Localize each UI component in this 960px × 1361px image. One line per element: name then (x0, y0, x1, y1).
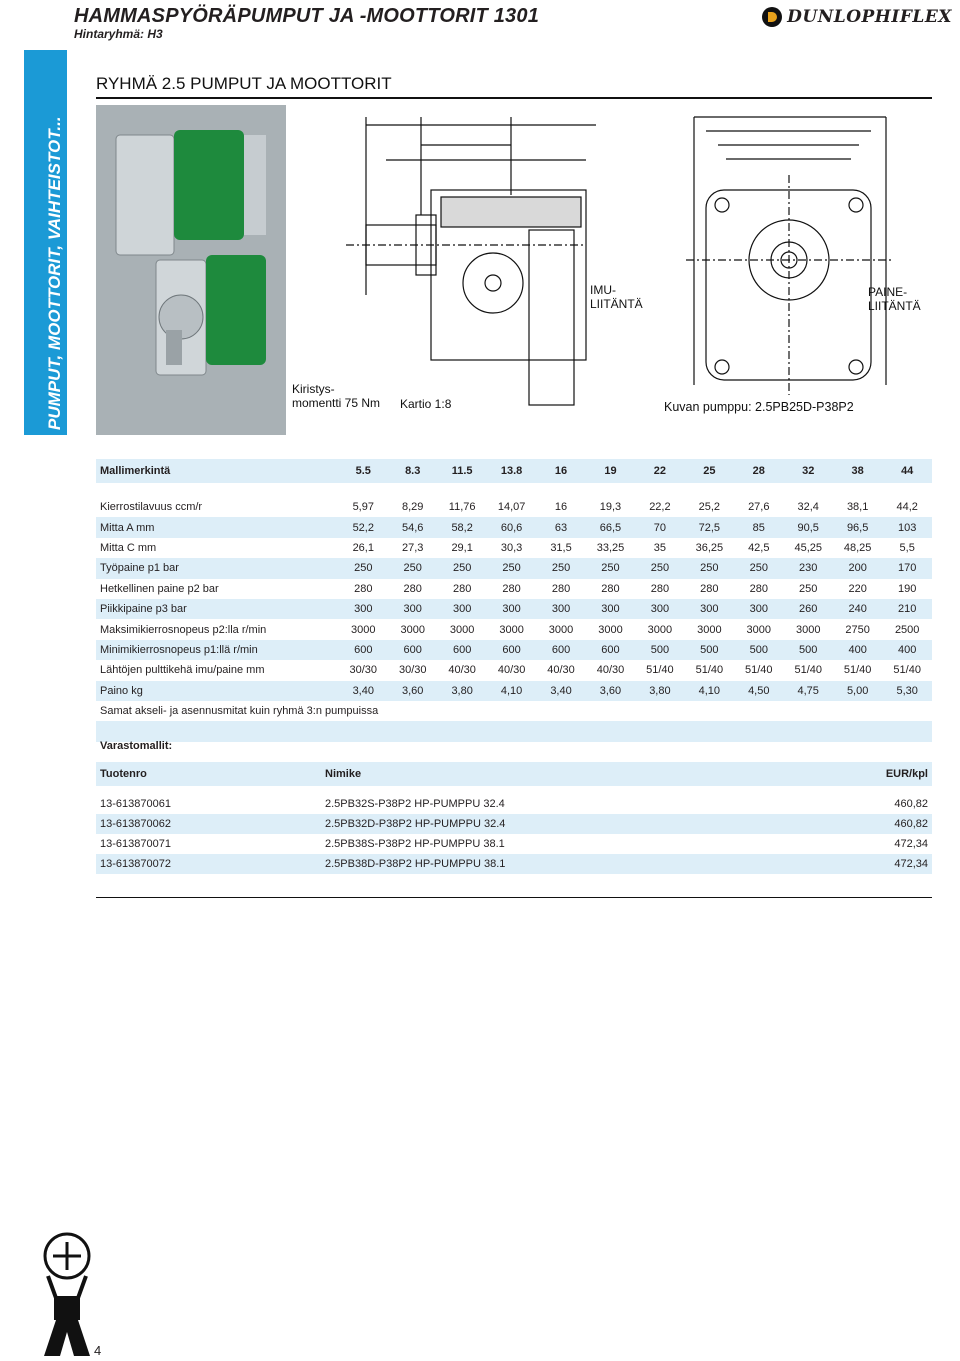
spec-cell: 280 (403, 582, 422, 595)
spec-cell: 45,25 (794, 541, 822, 554)
spec-cell: 3000 (746, 623, 772, 636)
stock-row (96, 794, 932, 814)
spec-row (96, 558, 932, 578)
spec-cell: 3,40 (536, 681, 585, 701)
stock-code: 13-613870061 (100, 798, 171, 810)
col-name: Nimike (321, 762, 803, 786)
outlet-callout: PAINE- LIITÄNTÄ (868, 285, 921, 313)
model-col: 16 (536, 459, 585, 483)
spec-cell: 96,5 (833, 517, 882, 537)
spec-cell: 30/30 (349, 664, 378, 677)
spec-cell: 3000 (400, 623, 425, 636)
stock-table (96, 762, 932, 874)
spec-header-label: Mallimerkintä (96, 459, 339, 483)
weightlifter-icon (38, 1228, 96, 1358)
spec-cell: 300 (734, 599, 783, 619)
spec-cell: 300 (437, 599, 486, 619)
spec-cell: 250 (799, 582, 818, 595)
spec-cell: 600 (536, 640, 585, 660)
spec-cell: 3,80 (437, 681, 486, 701)
stock-price: 472,34 (803, 854, 932, 874)
spec-cell: 300 (487, 599, 536, 619)
spec-cell: 27,3 (402, 541, 424, 554)
spec-cell: 400 (882, 640, 932, 660)
spec-cell: 3000 (499, 623, 524, 636)
taper-callout: Kartio 1:8 (400, 397, 452, 411)
spec-note-row (96, 701, 932, 721)
spacer-row (96, 786, 932, 794)
spec-cell: 600 (339, 640, 388, 660)
spec-cell: 60,6 (487, 517, 536, 537)
stock-header-row (96, 762, 932, 786)
spec-row-label: Mitta A mm (96, 517, 339, 537)
spec-row (96, 640, 932, 660)
pump-photo-art (96, 105, 286, 435)
spec-cell: 300 (388, 599, 437, 619)
spec-cell: 280 (700, 582, 719, 595)
spec-cell: 300 (635, 599, 684, 619)
spec-cell: 40/30 (448, 664, 476, 677)
spec-cell: 500 (685, 640, 734, 660)
spec-cell: 2750 (845, 623, 870, 636)
spec-cell: 33,25 (596, 541, 625, 554)
model-col: 22 (635, 459, 684, 483)
torque-callout: Kiristys- momentti 75 Nm (292, 382, 381, 410)
spec-cell: 31,5 (550, 541, 572, 554)
spec-cell: 4,50 (734, 681, 783, 701)
spec-cell: 250 (388, 558, 437, 578)
stock-row (96, 814, 932, 834)
spec-cell: 230 (784, 558, 833, 578)
spec-cell: 240 (833, 599, 882, 619)
spec-note: Samat akseli- ja asennusmitat kuin ryhmä 3:n pumpuissa (100, 705, 379, 718)
spec-cell: 90,5 (784, 517, 833, 537)
spec-cell: 72,5 (685, 517, 734, 537)
stock-code: 13-613870072 (96, 854, 321, 874)
spec-cell: 4,75 (784, 681, 833, 701)
spec-cell: 260 (784, 599, 833, 619)
spec-cell: 85 (734, 517, 783, 537)
spec-cell: 26,1 (352, 541, 374, 554)
spec-rows (96, 497, 932, 701)
pump-figure (96, 100, 932, 430)
side-tab-label: PUMPUT, MOOTTORIT, VAIHTEISTOT... (45, 116, 64, 430)
spec-row-label: Hetkellinen paine p2 bar (100, 582, 219, 595)
spec-cell: 32,4 (797, 501, 819, 514)
spec-cell: 2500 (894, 623, 920, 636)
spec-cell: 3000 (449, 623, 475, 636)
spec-cell: 250 (685, 558, 734, 578)
spec-row-label: Piikkipaine p3 bar (96, 599, 339, 619)
spec-cell: 3,60 (586, 681, 635, 701)
spec-cell: 5,97 (352, 501, 374, 514)
spacer-row (96, 483, 932, 497)
col-code: Tuotenro (96, 762, 321, 786)
spec-row (96, 619, 932, 639)
stock-price: 460,82 (803, 814, 932, 834)
divider (96, 897, 932, 898)
spec-cell: 300 (685, 599, 734, 619)
spec-cell: 280 (354, 582, 373, 595)
spec-cell: 63 (536, 517, 585, 537)
stock-code: 13-613870062 (96, 814, 321, 834)
spec-row (96, 517, 932, 537)
spec-cell: 600 (586, 640, 635, 660)
spec-cell: 29,1 (451, 541, 473, 554)
model-col: 8.3 (388, 459, 437, 483)
spec-cell: 51/40 (695, 664, 724, 677)
spec-row (96, 497, 932, 517)
spec-cell: 600 (487, 640, 536, 660)
spec-cell: 5,00 (833, 681, 882, 701)
spec-cell: 4,10 (685, 681, 734, 701)
spec-cell: 19,3 (599, 501, 622, 514)
spec-row-label: Työpaine p1 bar (96, 558, 339, 578)
page-title: HAMMASPYÖRÄPUMPUT JA -MOOTTORIT 1301 (74, 5, 540, 27)
model-col: 19 (586, 459, 635, 483)
spec-cell: 3000 (351, 623, 376, 636)
page-number: 4 (94, 1343, 102, 1358)
spec-cell: 3,60 (388, 681, 437, 701)
spec-cell: 280 (749, 582, 768, 595)
spec-cell: 3000 (598, 623, 623, 636)
model-col: 11.5 (437, 459, 486, 483)
spec-cell: 51/40 (843, 664, 872, 677)
stock-row (96, 854, 932, 874)
stock-name: 2.5PB32D-P38P2 HP-PUMPPU 32.4 (321, 814, 803, 834)
spec-row (96, 599, 932, 619)
spec-cell: 103 (882, 517, 932, 537)
spec-cell: 42,5 (748, 541, 770, 554)
spec-cell: 40/30 (547, 664, 575, 677)
spec-cell: 54,6 (388, 517, 437, 537)
brand-logo (761, 6, 952, 28)
spec-row-label: Lähtöjen pulttikehä imu/paine mm (100, 664, 265, 677)
spec-cell: 11,76 (448, 501, 476, 514)
stock-name: 2.5PB38S-P38P2 HP-PUMPPU 38.1 (325, 838, 505, 850)
stock-price: 460,82 (894, 798, 928, 810)
spec-cell: 48,25 (843, 541, 872, 554)
divider (96, 97, 932, 99)
spec-cell: 8,29 (402, 501, 424, 514)
spec-cell: 3,40 (339, 681, 388, 701)
spec-cell: 200 (833, 558, 882, 578)
spec-cell: 4,10 (487, 681, 536, 701)
spec-row (96, 579, 932, 599)
group-title: RYHMÄ 2.5 PUMPUT JA MOOTTORIT (96, 74, 392, 93)
figure-caption: Kuvan pumppu: 2.5PB25D-P38P2 (664, 400, 854, 414)
stock-code: 13-613870071 (100, 838, 171, 850)
model-col: 44 (882, 459, 932, 483)
spec-cell: 250 (734, 558, 783, 578)
spec-cell: 52,2 (339, 517, 388, 537)
spec-cell: 16 (554, 501, 568, 514)
spec-cell: 250 (437, 558, 486, 578)
price-group: Hintaryhmä: H3 (74, 27, 163, 41)
spec-cell: 40/30 (596, 664, 625, 677)
spec-row-label: Mitta C mm (100, 541, 157, 554)
spec-cell: 30/30 (398, 664, 427, 677)
spec-row (96, 660, 932, 680)
spec-cell: 51/40 (794, 664, 822, 677)
spec-cell: 35 (653, 541, 667, 554)
spec-cell: 280 (452, 582, 472, 595)
spec-cell: 250 (586, 558, 635, 578)
spec-cell: 300 (339, 599, 388, 619)
spec-cell: 14,07 (497, 501, 526, 514)
spec-cell: 250 (536, 558, 585, 578)
stock-name: 2.5PB32S-P38P2 HP-PUMPPU 32.4 (325, 798, 505, 810)
stock-row (96, 834, 932, 854)
model-col: 28 (734, 459, 783, 483)
spec-cell: 600 (388, 640, 437, 660)
spec-header-row (96, 459, 932, 483)
spec-cell: 280 (601, 582, 620, 595)
spec-cell: 38,1 (846, 501, 869, 514)
spec-cell: 300 (586, 599, 635, 619)
spec-cell: 280 (502, 582, 521, 595)
blank-row (96, 721, 932, 741)
inlet-callout: IMU- LIITÄNTÄ (590, 283, 643, 311)
spec-cell: 70 (635, 517, 684, 537)
spec-cell: 250 (339, 558, 388, 578)
spec-cell: 170 (882, 558, 932, 578)
model-col: 5.5 (339, 459, 388, 483)
spec-cell: 3000 (697, 623, 722, 636)
spec-cell: 27,6 (748, 501, 770, 514)
spec-cell: 300 (536, 599, 585, 619)
model-col: 32 (784, 459, 833, 483)
spec-cell: 220 (848, 582, 867, 595)
col-price: EUR/kpl (803, 762, 932, 786)
spec-cell: 500 (784, 640, 833, 660)
spec-cell: 22,2 (649, 501, 671, 514)
spec-cell: 25,2 (698, 501, 721, 514)
spec-cell: 51/40 (745, 664, 773, 677)
spec-cell: 51/40 (646, 664, 674, 677)
stock-price: 472,34 (894, 838, 928, 850)
spec-row-label: Kierrostilavuus ccm/r (100, 501, 203, 514)
spec-cell: 210 (882, 599, 932, 619)
spec-cell: 58,2 (437, 517, 486, 537)
spec-cell: 3000 (795, 623, 821, 636)
brand-name: DUNLOPHIFLEX (787, 7, 952, 27)
spec-cell: 280 (551, 582, 571, 595)
spec-table (96, 459, 932, 742)
spec-cell: 500 (734, 640, 783, 660)
model-col: 25 (685, 459, 734, 483)
stock-label: Varastomallit: (100, 740, 173, 752)
spec-row-label: Maksimikierrosnopeus p2:lla r/min (100, 623, 267, 636)
spec-row (96, 681, 932, 701)
spec-cell: 51/40 (893, 664, 921, 677)
spec-cell: 5,5 (899, 541, 915, 554)
spec-cell: 190 (898, 582, 917, 595)
spec-cell: 44,2 (896, 501, 918, 514)
spec-cell: 66,5 (586, 517, 635, 537)
pump-photo (96, 105, 286, 435)
spec-cell: 600 (437, 640, 486, 660)
technical-drawing (286, 105, 946, 430)
spec-cell: 400 (833, 640, 882, 660)
spec-cell: 3000 (548, 623, 574, 636)
spec-row (96, 538, 932, 558)
model-col: 38 (833, 459, 882, 483)
model-col: 13.8 (487, 459, 536, 483)
spec-cell: 36,25 (695, 541, 724, 554)
spec-row-label: Paino kg (96, 681, 339, 701)
spec-cell: 5,30 (882, 681, 932, 701)
spec-cell: 500 (635, 640, 684, 660)
dunlop-d-icon (761, 6, 783, 28)
spec-cell: 3,80 (635, 681, 684, 701)
spec-cell: 40/30 (497, 664, 526, 677)
spec-row-label: Minimikierrosnopeus p1:llä r/min (96, 640, 339, 660)
spec-cell: 280 (650, 582, 670, 595)
spec-cell: 250 (635, 558, 684, 578)
stock-rows (96, 794, 932, 874)
stock-name: 2.5PB38D-P38P2 HP-PUMPPU 38.1 (321, 854, 803, 874)
spec-cell: 30,3 (500, 541, 523, 554)
spec-cell: 3000 (647, 623, 673, 636)
spec-cell: 250 (487, 558, 536, 578)
